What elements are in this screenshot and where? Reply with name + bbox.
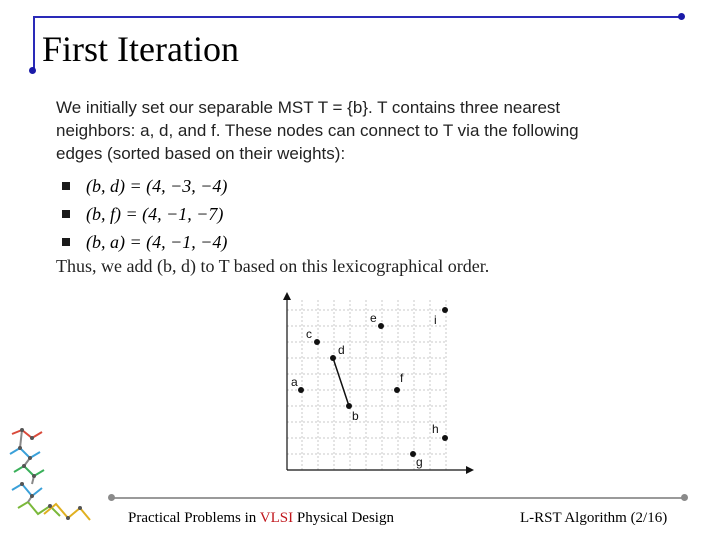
- edge-text: (b, a) = (4, −1, −4): [86, 231, 228, 252]
- footer-dot-left: [108, 494, 115, 501]
- node-label-f: f: [400, 371, 404, 385]
- node-label-i: i: [434, 313, 437, 327]
- network-logo: [4, 424, 114, 534]
- footer-dot-right: [681, 494, 688, 501]
- node-label-g: g: [416, 455, 423, 469]
- y-axis-arrow: [283, 292, 291, 300]
- node-label-d: d: [338, 343, 345, 357]
- node-label-h: h: [432, 422, 439, 436]
- grid-lines: [287, 300, 446, 470]
- edge-b-d: [333, 358, 349, 406]
- footer-line: [112, 497, 684, 499]
- edge-text: (b, d) = (4, −3, −4): [86, 175, 228, 196]
- node-label-a: a: [291, 375, 298, 389]
- node-f: [394, 387, 400, 393]
- node-label-b: b: [352, 409, 359, 423]
- node-label-e: e: [370, 311, 377, 325]
- course-highlight: VLSI: [259, 510, 294, 526]
- node-i: [442, 307, 448, 313]
- intro-paragraph: We initially set our separable MST T = {b}. T contains three nearest neighbors: a, d, and f. These nodes can connect to T via the following edges (sorted based on their weights):: [56, 98, 579, 163]
- course-suffix: Physical Design: [293, 510, 394, 526]
- node-h: [442, 435, 448, 441]
- node-c: [314, 339, 320, 345]
- course-prefix: Practical Problems in: [128, 510, 260, 526]
- section-label: L-RST Algorithm (2/16): [520, 510, 668, 526]
- course-title: [128, 510, 394, 527]
- slide-title: First Iteration: [42, 29, 239, 69]
- node-a: [298, 387, 304, 393]
- node-d: [330, 355, 336, 361]
- conclusion-text: Thus, we add (b, d) to T based on this lexicographical order.: [56, 256, 490, 276]
- x-axis-arrow: [466, 466, 474, 474]
- node-e: [378, 323, 384, 329]
- edge-text: (b, f) = (4, −1, −7): [86, 203, 224, 224]
- node-label-c: c: [306, 327, 312, 341]
